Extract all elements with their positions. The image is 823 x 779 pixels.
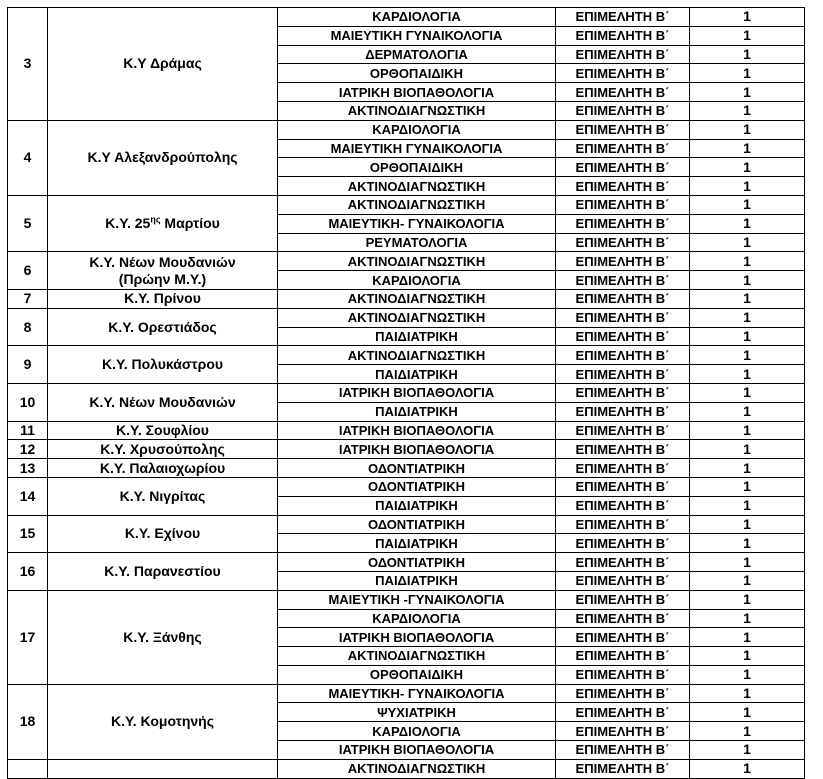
count-cell: 1 (690, 628, 805, 647)
position-cell: ΕΠΙΜΕΛΗΤΗ Β΄ (556, 477, 690, 496)
specialty-cell: ΜΑΙΕΥΤΙΚΗ- ΓΥΝΑΙΚΟΛΟΓΙΑ (278, 214, 556, 233)
specialty-cell: ΟΡΘΟΠΑΙΔΙΚΗ (278, 158, 556, 177)
health-center-name (48, 759, 278, 778)
table-row (8, 120, 805, 139)
health-center-name-line1: Κ.Υ. Νέων Μουδανιών (89, 253, 236, 270)
specialty-cell: ΟΔΟΝΤΙΑΤΡΙΚΗ (278, 459, 556, 478)
specialty-cell: ΠΑΙΔΙΑΤΡΙΚΗ (278, 402, 556, 421)
position-cell: ΕΠΙΜΕΛΗΤΗ Β΄ (556, 383, 690, 402)
table-row (8, 383, 805, 402)
health-center-name: Κ.Υ. Πρίνου (48, 289, 278, 308)
center-number (8, 759, 48, 778)
table-row (8, 8, 805, 27)
center-number: 10 (8, 383, 48, 421)
position-cell: ΕΠΙΜΕΛΗΤΗ Β΄ (556, 177, 690, 196)
health-center-name: Κ.Υ. Σουφλίου (48, 421, 278, 440)
count-cell: 1 (690, 590, 805, 609)
position-cell: ΕΠΙΜΕΛΗΤΗ Β΄ (556, 759, 690, 778)
position-cell: ΕΠΙΜΕΛΗΤΗ Β΄ (556, 26, 690, 45)
specialty-cell: ΙΑΤΡΙΚΗ ΒΙΟΠΑΘΟΛΟΓΙΑ (278, 383, 556, 402)
health-center-name: Κ.Υ. Χρυσούπολης (48, 440, 278, 459)
count-cell: 1 (690, 571, 805, 590)
table-row (8, 252, 805, 271)
specialty-cell: ΚΑΡΔΙΟΛΟΓΙΑ (278, 8, 556, 27)
count-cell: 1 (690, 609, 805, 628)
specialty-cell: ΚΑΡΔΙΟΛΟΓΙΑ (278, 722, 556, 741)
specialty-cell: ΨΥΧΙΑΤΡΙΚΗ (278, 703, 556, 722)
count-cell: 1 (690, 741, 805, 760)
specialty-cell: ΠΑΙΔΙΑΤΡΙΚΗ (278, 534, 556, 553)
table-row (8, 421, 805, 440)
count-cell: 1 (690, 665, 805, 684)
health-center-name: Κ.Υ. Νιγρίτας (48, 477, 278, 515)
count-cell: 1 (690, 421, 805, 440)
center-number: 18 (8, 684, 48, 759)
table-row (8, 346, 805, 365)
count-cell: 1 (690, 139, 805, 158)
position-cell: ΕΠΙΜΕΛΗΤΗ Β΄ (556, 665, 690, 684)
specialty-cell: ΙΑΤΡΙΚΗ ΒΙΟΠΑΘΟΛΟΓΙΑ (278, 83, 556, 102)
specialty-cell: ΑΚΤΙΝΟΔΙΑΓΝΩΣΤΙΚΗ (278, 346, 556, 365)
count-cell: 1 (690, 195, 805, 214)
count-cell: 1 (690, 214, 805, 233)
specialty-cell: ΙΑΤΡΙΚΗ ΒΙΟΠΑΘΟΛΟΓΙΑ (278, 440, 556, 459)
count-cell: 1 (690, 703, 805, 722)
position-cell: ΕΠΙΜΕΛΗΤΗ Β΄ (556, 459, 690, 478)
specialty-cell: ΠΑΙΔΙΑΤΡΙΚΗ (278, 571, 556, 590)
table-row (8, 195, 805, 214)
position-cell: ΕΠΙΜΕΛΗΤΗ Β΄ (556, 609, 690, 628)
position-cell: ΕΠΙΜΕΛΗΤΗ Β΄ (556, 195, 690, 214)
position-cell: ΕΠΙΜΕΛΗΤΗ Β΄ (556, 252, 690, 271)
position-cell: ΕΠΙΜΕΛΗΤΗ Β΄ (556, 703, 690, 722)
specialty-cell: ΠΑΙΔΙΑΤΡΙΚΗ (278, 496, 556, 515)
position-cell: ΕΠΙΜΕΛΗΤΗ Β΄ (556, 120, 690, 139)
center-number: 7 (8, 289, 48, 308)
specialty-cell: ΠΑΙΔΙΑΤΡΙΚΗ (278, 327, 556, 346)
center-number: 3 (8, 8, 48, 121)
specialty-cell: ΑΚΤΙΝΟΔΙΑΓΝΩΣΤΙΚΗ (278, 177, 556, 196)
center-number: 9 (8, 346, 48, 384)
health-center-name: Κ.Υ. Ξάνθης (48, 590, 278, 684)
count-cell: 1 (690, 308, 805, 327)
position-cell: ΕΠΙΜΕΛΗΤΗ Β΄ (556, 534, 690, 553)
count-cell: 1 (690, 496, 805, 515)
specialty-cell: ΟΡΘΟΠΑΙΔΙΚΗ (278, 64, 556, 83)
count-cell: 1 (690, 647, 805, 666)
position-cell: ΕΠΙΜΕΛΗΤΗ Β΄ (556, 553, 690, 572)
center-number: 13 (8, 459, 48, 478)
center-number: 5 (8, 195, 48, 251)
count-cell: 1 (690, 402, 805, 421)
count-cell: 1 (690, 45, 805, 64)
table-row (8, 308, 805, 327)
specialty-cell: ΑΚΤΙΝΟΔΙΑΓΝΩΣΤΙΚΗ (278, 195, 556, 214)
specialty-cell: ΚΑΡΔΙΟΛΟΓΙΑ (278, 120, 556, 139)
count-cell: 1 (690, 440, 805, 459)
health-center-name (48, 195, 278, 251)
count-cell: 1 (690, 83, 805, 102)
count-cell: 1 (690, 64, 805, 83)
table-row (8, 440, 805, 459)
specialty-cell: ΙΑΤΡΙΚΗ ΒΙΟΠΑΘΟΛΟΓΙΑ (278, 628, 556, 647)
table-row (8, 684, 805, 703)
specialty-cell: ΙΑΤΡΙΚΗ ΒΙΟΠΑΘΟΛΟΓΙΑ (278, 421, 556, 440)
specialty-cell: ΜΑΙΕΥΤΙΚΗ ΓΥΝΑΙΚΟΛΟΓΙΑ (278, 139, 556, 158)
specialty-cell: ΑΚΤΙΝΟΔΙΑΓΝΩΣΤΙΚΗ (278, 647, 556, 666)
count-cell: 1 (690, 365, 805, 384)
position-cell: ΕΠΙΜΕΛΗΤΗ Β΄ (556, 214, 690, 233)
health-center-name (48, 252, 278, 290)
health-center-name: Κ.Υ. Παλαιοχωρίου (48, 459, 278, 478)
count-cell: 1 (690, 346, 805, 365)
count-cell: 1 (690, 158, 805, 177)
count-cell: 1 (690, 383, 805, 402)
count-cell: 1 (690, 722, 805, 741)
count-cell: 1 (690, 515, 805, 534)
table-row (8, 477, 805, 496)
specialty-cell: ΠΑΙΔΙΑΤΡΙΚΗ (278, 365, 556, 384)
specialty-cell: ΟΔΟΝΤΙΑΤΡΙΚΗ (278, 553, 556, 572)
position-cell: ΕΠΙΜΕΛΗΤΗ Β΄ (556, 741, 690, 760)
position-cell: ΕΠΙΜΕΛΗΤΗ Β΄ (556, 101, 690, 120)
position-cell: ΕΠΙΜΕΛΗΤΗ Β΄ (556, 365, 690, 384)
specialty-cell: ΔΕΡΜΑΤΟΛΟΓΙΑ (278, 45, 556, 64)
center-number: 6 (8, 252, 48, 290)
positions-table (7, 7, 805, 779)
health-center-name-line2: (Πρώην Μ.Υ.) (118, 270, 207, 287)
center-number: 14 (8, 477, 48, 515)
center-number: 15 (8, 515, 48, 553)
position-cell: ΕΠΙΜΕΛΗΤΗ Β΄ (556, 271, 690, 290)
health-center-name-part: Κ.Υ. 25 (105, 215, 151, 232)
health-center-name: Κ.Υ Δράμας (48, 8, 278, 121)
count-cell: 1 (690, 233, 805, 252)
count-cell: 1 (690, 271, 805, 290)
health-center-name-superscript: ης (150, 214, 161, 225)
count-cell: 1 (690, 8, 805, 27)
specialty-cell: ΜΑΙΕΥΤΙΚΗ ΓΥΝΑΙΚΟΛΟΓΙΑ (278, 26, 556, 45)
table-row (8, 759, 805, 778)
health-center-name: Κ.Υ. Εχίνου (48, 515, 278, 553)
center-number: 8 (8, 308, 48, 346)
specialty-cell: ΟΔΟΝΤΙΑΤΡΙΚΗ (278, 477, 556, 496)
center-number: 16 (8, 553, 48, 591)
table-row (8, 553, 805, 572)
count-cell: 1 (690, 684, 805, 703)
specialty-cell: ΡΕΥΜΑΤΟΛΟΓΙΑ (278, 233, 556, 252)
specialty-cell: ΑΚΤΙΝΟΔΙΑΓΝΩΣΤΙΚΗ (278, 308, 556, 327)
count-cell: 1 (690, 759, 805, 778)
center-number: 11 (8, 421, 48, 440)
health-center-name: Κ.Υ. Κομοτηνής (48, 684, 278, 759)
specialty-cell: ΟΔΟΝΤΙΑΤΡΙΚΗ (278, 515, 556, 534)
specialty-cell: ΚΑΡΔΙΟΛΟΓΙΑ (278, 271, 556, 290)
table-row (8, 590, 805, 609)
health-center-name: Κ.Υ. Παρανεστίου (48, 553, 278, 591)
count-cell: 1 (690, 553, 805, 572)
count-cell: 1 (690, 477, 805, 496)
position-cell: ΕΠΙΜΕΛΗΤΗ Β΄ (556, 421, 690, 440)
count-cell: 1 (690, 252, 805, 271)
count-cell: 1 (690, 289, 805, 308)
position-cell: ΕΠΙΜΕΛΗΤΗ Β΄ (556, 440, 690, 459)
positions-table-body (8, 8, 805, 779)
position-cell: ΕΠΙΜΕΛΗΤΗ Β΄ (556, 684, 690, 703)
center-number: 4 (8, 120, 48, 195)
position-cell: ΕΠΙΜΕΛΗΤΗ Β΄ (556, 346, 690, 365)
specialty-cell: ΑΚΤΙΝΟΔΙΑΓΝΩΣΤΙΚΗ (278, 759, 556, 778)
health-center-name: Κ.Υ. Πολυκάστρου (48, 346, 278, 384)
specialty-cell: ΜΑΙΕΥΤΙΚΗ -ΓΥΝΑΙΚΟΛΟΓΙΑ (278, 590, 556, 609)
specialty-cell: ΜΑΙΕΥΤΙΚΗ- ΓΥΝΑΙΚΟΛΟΓΙΑ (278, 684, 556, 703)
position-cell: ΕΠΙΜΕΛΗΤΗ Β΄ (556, 83, 690, 102)
center-number: 12 (8, 440, 48, 459)
position-cell: ΕΠΙΜΕΛΗΤΗ Β΄ (556, 8, 690, 27)
specialty-cell: ΟΡΘΟΠΑΙΔΙΚΗ (278, 665, 556, 684)
position-cell: ΕΠΙΜΕΛΗΤΗ Β΄ (556, 590, 690, 609)
specialty-cell: ΑΚΤΙΝΟΔΙΑΓΝΩΣΤΙΚΗ (278, 252, 556, 271)
specialty-cell: ΑΚΤΙΝΟΔΙΑΓΝΩΣΤΙΚΗ (278, 101, 556, 120)
position-cell: ΕΠΙΜΕΛΗΤΗ Β΄ (556, 496, 690, 515)
count-cell: 1 (690, 534, 805, 553)
health-center-name-part: Μαρτίου (160, 215, 220, 232)
table-row (8, 515, 805, 534)
count-cell: 1 (690, 120, 805, 139)
position-cell: ΕΠΙΜΕΛΗΤΗ Β΄ (556, 64, 690, 83)
position-cell: ΕΠΙΜΕΛΗΤΗ Β΄ (556, 515, 690, 534)
position-cell: ΕΠΙΜΕΛΗΤΗ Β΄ (556, 628, 690, 647)
position-cell: ΕΠΙΜΕΛΗΤΗ Β΄ (556, 327, 690, 346)
specialty-cell: ΑΚΤΙΝΟΔΙΑΓΝΩΣΤΙΚΗ (278, 289, 556, 308)
table-row (8, 289, 805, 308)
specialty-cell: ΚΑΡΔΙΟΛΟΓΙΑ (278, 609, 556, 628)
position-cell: ΕΠΙΜΕΛΗΤΗ Β΄ (556, 647, 690, 666)
position-cell: ΕΠΙΜΕΛΗΤΗ Β΄ (556, 571, 690, 590)
center-number: 17 (8, 590, 48, 684)
position-cell: ΕΠΙΜΕΛΗΤΗ Β΄ (556, 289, 690, 308)
health-center-name: Κ.Υ Αλεξανδρούπολης (48, 120, 278, 195)
position-cell: ΕΠΙΜΕΛΗΤΗ Β΄ (556, 402, 690, 421)
position-cell: ΕΠΙΜΕΛΗΤΗ Β΄ (556, 158, 690, 177)
position-cell: ΕΠΙΜΕΛΗΤΗ Β΄ (556, 139, 690, 158)
count-cell: 1 (690, 101, 805, 120)
table-row (8, 459, 805, 478)
position-cell: ΕΠΙΜΕΛΗΤΗ Β΄ (556, 233, 690, 252)
count-cell: 1 (690, 459, 805, 478)
position-cell: ΕΠΙΜΕΛΗΤΗ Β΄ (556, 45, 690, 64)
specialty-cell: ΙΑΤΡΙΚΗ ΒΙΟΠΑΘΟΛΟΓΙΑ (278, 741, 556, 760)
count-cell: 1 (690, 327, 805, 346)
position-cell: ΕΠΙΜΕΛΗΤΗ Β΄ (556, 308, 690, 327)
health-center-name: Κ.Υ. Ορεστιάδος (48, 308, 278, 346)
count-cell: 1 (690, 26, 805, 45)
count-cell: 1 (690, 177, 805, 196)
position-cell: ΕΠΙΜΕΛΗΤΗ Β΄ (556, 722, 690, 741)
health-center-name: Κ.Υ. Νέων Μουδανιών (48, 383, 278, 421)
